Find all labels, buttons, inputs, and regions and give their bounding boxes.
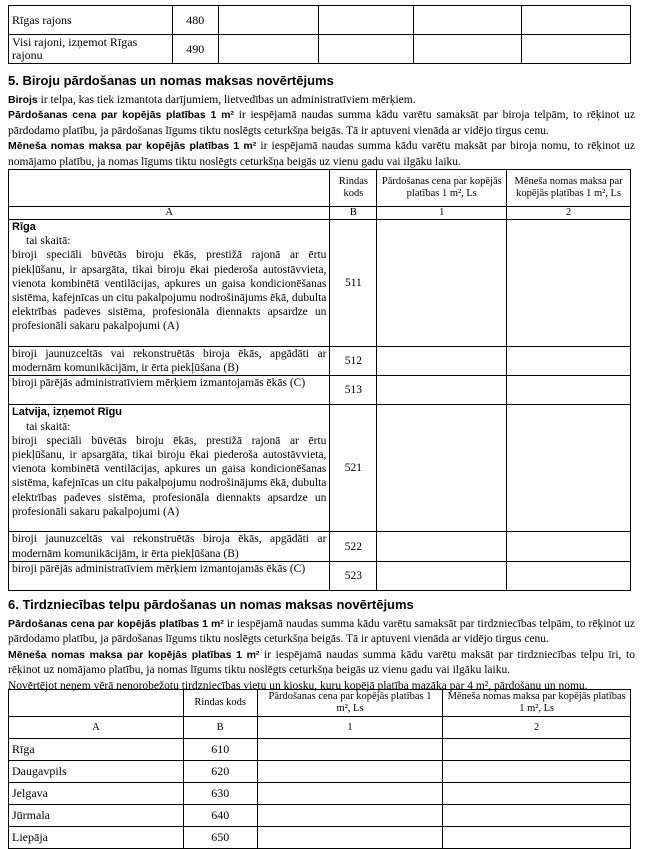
input-cell[interactable] — [443, 805, 631, 827]
row-description — [9, 220, 330, 347]
input-cell[interactable] — [414, 6, 522, 35]
table-row — [9, 805, 631, 827]
col-a: A — [9, 717, 184, 739]
row-label: Visi rajoni, izņemot Rīgas rajonu — [9, 35, 173, 64]
row-label: Jūrmala — [9, 805, 184, 827]
section-description — [8, 617, 635, 694]
row-code: 620 — [183, 761, 257, 783]
input-cell[interactable] — [443, 783, 631, 805]
input-cell[interactable] — [377, 376, 507, 405]
row-description: biroji pārējās administratīviem mērķiem izmantojamās ēkās (C) — [9, 376, 330, 405]
table-header-letters — [9, 717, 631, 739]
row-description — [9, 405, 330, 532]
header-code: Rindas kods — [183, 690, 257, 717]
col-1: 1 — [377, 207, 507, 220]
row-code: 490 — [172, 35, 218, 64]
input-cell[interactable] — [507, 405, 631, 532]
term: Pārdošanas cena par kopējās platības 1 m² — [8, 109, 234, 122]
paragraph-text: ir iespējamā naudas summa kādu varētu maksāt par tirdzniecības telpu īri, to rēķinot uz nomājamo platību, ja nomas līgums tiktu noslēgts ceturkšņa beigās uz vienu gadu vai ilgāku laiku. — [8, 648, 635, 677]
input-cell[interactable] — [507, 220, 631, 347]
row-label: Rīgas rajons — [9, 6, 173, 35]
input-cell[interactable] — [377, 561, 507, 590]
term: Mēneša nomas maksa par kopējās platības 1 m² — [8, 648, 260, 661]
input-cell[interactable] — [377, 220, 507, 347]
input-cell[interactable] — [257, 783, 443, 805]
table-header-letters — [9, 207, 631, 220]
table-row — [9, 405, 631, 532]
paragraph-text: ir telpa, kas tiek izmantota darījumiem, lietvedības un administratīviem mērķiem. — [37, 94, 416, 106]
input-cell[interactable] — [218, 6, 318, 35]
table-row — [9, 35, 631, 64]
term: Pārdošanas cena par kopējās platības 1 m² — [8, 618, 224, 630]
header-sale: Pārdošanas cena par kopējās platības 1 m², Ls — [377, 170, 507, 207]
row-code: 610 — [183, 739, 257, 761]
col-2: 2 — [507, 207, 631, 220]
row-description: biroji pārējās administratīviem mērķiem izmantojamās ēkās (C) — [9, 561, 330, 590]
paragraph-text: ir iespējamā naudas summa kādu varētu samaksāt par tirdzniecības telpām, to rēķinot uz pārdodamo platību, ja pārdošanas līgums tiktu noslēgts ceturkšņa beigās. Tā ir aptuveni vienāda ar vidējo tirgus cenu. — [8, 618, 635, 646]
row-code: 480 — [172, 6, 218, 35]
input-cell[interactable] — [377, 405, 507, 532]
header-code: Rindas kods — [330, 170, 377, 207]
table-row — [9, 739, 631, 761]
input-cell[interactable] — [507, 347, 631, 376]
input-cell[interactable] — [377, 347, 507, 376]
input-cell[interactable] — [507, 561, 631, 590]
row-code: 650 — [183, 827, 257, 849]
input-cell[interactable] — [218, 35, 318, 64]
input-cell[interactable] — [377, 532, 507, 561]
table-row — [9, 761, 631, 783]
subheading: tai skaitā: — [26, 420, 71, 433]
section-title: 5. Biroju pārdošanas un nomas maksas novērtējums — [8, 73, 334, 88]
term: Mēneša nomas maksa par kopējās platības 1 m² — [8, 140, 257, 153]
row-label: Liepāja — [9, 827, 184, 849]
row-code: 640 — [183, 805, 257, 827]
input-cell[interactable] — [522, 35, 631, 64]
input-cell[interactable] — [318, 35, 414, 64]
header-sale: Pārdošanas cena par kopējās platības 1 m², Ls — [257, 690, 443, 717]
header-empty — [9, 170, 330, 207]
table-row — [9, 532, 631, 561]
table-row — [9, 783, 631, 805]
row-label: Rīga — [9, 739, 184, 761]
term: Birojs — [8, 94, 38, 106]
col-b: B — [330, 207, 377, 220]
row-label: Jelgava — [9, 783, 184, 805]
header-rent: Mēneša nomas maksa par kopējās platības 1 m², Ls — [443, 690, 631, 717]
section-description — [8, 93, 635, 170]
section-title: 6. Tirdzniecības telpu pārdošanas un nomas maksas novērtējums — [8, 597, 414, 612]
top-table — [8, 5, 631, 64]
col-b: B — [183, 717, 257, 739]
input-cell[interactable] — [257, 827, 443, 849]
row-label: Daugavpils — [9, 761, 184, 783]
table-row — [9, 376, 631, 405]
input-cell[interactable] — [522, 6, 631, 35]
table-row — [9, 827, 631, 849]
col-2: 2 — [443, 717, 631, 739]
input-cell[interactable] — [257, 761, 443, 783]
row-code: 521 — [330, 405, 377, 532]
input-cell[interactable] — [507, 376, 631, 405]
input-cell[interactable] — [414, 35, 522, 64]
table-row — [9, 6, 631, 35]
table-row — [9, 220, 631, 347]
row-description: biroji jaunuzceltās vai rekonstruētās biroja ēkās, apgādāti ar modernām komunikācijām, ir ērta piekļūšana (B) — [9, 532, 330, 561]
col-a: A — [9, 207, 330, 220]
office-table — [8, 169, 631, 591]
paragraph-text: Novērtējot neņem vērā nenorobežotu tirdzniecības vietu un kiosku, kuru kopējā platība mazāka par 4 m², pārdošanu un nomu. — [8, 679, 588, 692]
input-cell[interactable] — [318, 6, 414, 35]
input-cell[interactable] — [257, 739, 443, 761]
row-code: 630 — [183, 783, 257, 805]
row-description: biroji jaunuzceltās vai rekonstruētās biroja ēkās, apgādāti ar modernām komunikācijām, ir ērta piekļūšana (B) — [9, 347, 330, 376]
row-code: 511 — [330, 220, 377, 347]
region-title: Rīga — [12, 221, 36, 233]
paragraph-text: ir iespējamā naudas summa kādu varētu maksāt par biroja nomu, to rēķinot uz nomājamo platību, ja nomas līgums tiktu noslēgts ceturkšņa beigās uz vienu gadu vai ilgāku laiku. — [8, 140, 635, 168]
row-code: 512 — [330, 347, 377, 376]
input-cell[interactable] — [443, 739, 631, 761]
input-cell[interactable] — [443, 827, 631, 849]
table-header — [9, 690, 631, 717]
col-1: 1 — [257, 717, 443, 739]
retail-table — [8, 689, 631, 849]
row-code: 522 — [330, 532, 377, 561]
row-text: biroji speciāli būvētās biroju ēkās, prestižā rajonā ar ērtu piekļūšanu, ir apsargāta, tikai biroju ēkai piederoša autostāvvieta, vienota kombinētā ventilācijas, apkures un gaisa kondicionēšanas sistēma, kafejnīcas un citu pakalpojumu nodrošinājums ēkā, dubulta elektrības padeves sistēma, profesionāla diennakts apsardze un profesionāli sakaru pakalpojumi (A) — [12, 434, 327, 518]
subheading: tai skaitā: — [26, 235, 71, 248]
row-code: 523 — [330, 561, 377, 590]
row-text: biroji speciāli būvētās biroju ēkās, prestižā rajonā ar ērtu piekļūšanu, ir apsargāta, tikai biroju ēkai piederoša autostāvvieta, vienota kombinētā ventilācijas, apkures un gaisa kondicionēšanas sistēma, kafejnīcas un citu pakalpojumu nodrošinājums ēkā, dubulta elektrības padeves sistēma, profesionāla diennakts apsardze un profesionāli sakaru pakalpojumi (A) — [12, 249, 327, 333]
input-cell[interactable] — [507, 532, 631, 561]
input-cell[interactable] — [443, 761, 631, 783]
table-row — [9, 561, 631, 590]
header-rent: Mēneša nomas maksa par kopējās platības 1 m², Ls — [507, 170, 631, 207]
header-empty — [9, 690, 184, 717]
table-row — [9, 347, 631, 376]
row-code: 513 — [330, 376, 377, 405]
paragraph-text: ir iespējamā naudas summa kādu varētu samaksāt par biroja telpām, to rēķinot uz pārdodamo platību, ja pārdošanas līgums tiktu noslēgts ceturkšņa beigās. Tā ir aptuveni vienāda ar vidējo tirgus cenu. — [8, 109, 636, 137]
table-header — [9, 170, 631, 207]
input-cell[interactable] — [257, 805, 443, 827]
region-title: Latvija, izņemot Rīgu — [12, 406, 123, 419]
